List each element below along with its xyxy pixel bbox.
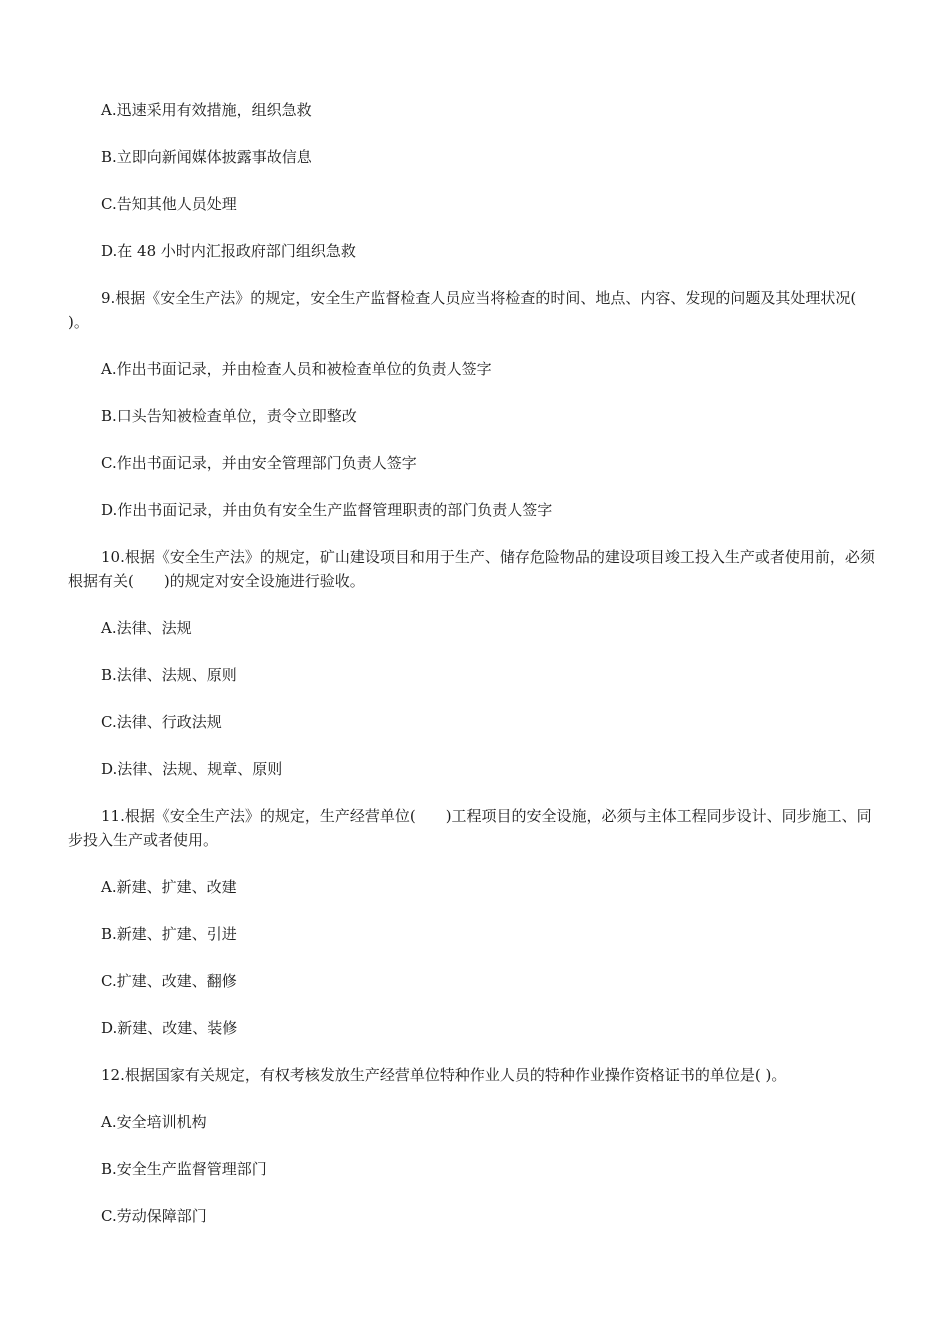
q10-option-a: A.法律、法规 <box>101 619 192 637</box>
document-page <box>68 98 887 1251</box>
q11-option-a: A.新建、扩建、改建 <box>101 878 237 896</box>
q8-option-d: D.在 48 小时内汇报政府部门组织急救 <box>101 242 356 260</box>
q9-option-a: A.作出书面记录，并由检查人员和被检查单位的负责人签字 <box>101 360 492 378</box>
q11-option-c: C.扩建、改建、翻修 <box>101 972 237 990</box>
q12-stem: 12.根据国家有关规定，有权考核发放生产经营单位特种作业人员的特种作业操作资格证书的单位是( )。 <box>101 1066 787 1084</box>
q11-option-d: D.新建、改建、装修 <box>101 1019 238 1037</box>
q9-option-c: C.作出书面记录，并由安全管理部门负责人签字 <box>101 454 417 472</box>
q9-option-b: B.口头告知被检查单位，责令立即整改 <box>101 407 357 425</box>
q8-option-b: B.立即向新闻媒体披露事故信息 <box>101 148 312 166</box>
q10-option-d: D.法律、法规、规章、原则 <box>101 760 283 778</box>
q8-option-a: A.迅速采用有效措施，组织急救 <box>101 101 312 119</box>
q9-option-d: D.作出书面记录，并由负有安全生产监督管理职责的部门负责人签字 <box>101 501 553 519</box>
q10-option-c: C.法律、行政法规 <box>101 713 222 731</box>
q9-stem: 9.根据《安全生产法》的规定，安全生产监督检查人员应当将检查的时间、地点、内容、发现的问题及其处理状况( )。 <box>68 289 887 331</box>
q12-option-c: C.劳动保障部门 <box>101 1207 207 1225</box>
q11-option-b: B.新建、扩建、引进 <box>101 925 237 943</box>
q10-option-b: B.法律、法规、原则 <box>101 666 237 684</box>
q8-option-c: C.告知其他人员处理 <box>101 195 237 213</box>
q12-option-a: A.安全培训机构 <box>101 1113 207 1131</box>
q12-option-b: B.安全生产监督管理部门 <box>101 1160 267 1178</box>
q11-stem: 11.根据《安全生产法》的规定，生产经营单位( )工程项目的安全设施，必须与主体工程同步设计、同步施工、同步投入生产或者使用。 <box>68 807 872 849</box>
q10-stem: 10.根据《安全生产法》的规定，矿山建设项目和用于生产、储存危险物品的建设项目竣工投入生产或者使用前，必须根据有关( )的规定对安全设施进行验收。 <box>68 548 875 590</box>
